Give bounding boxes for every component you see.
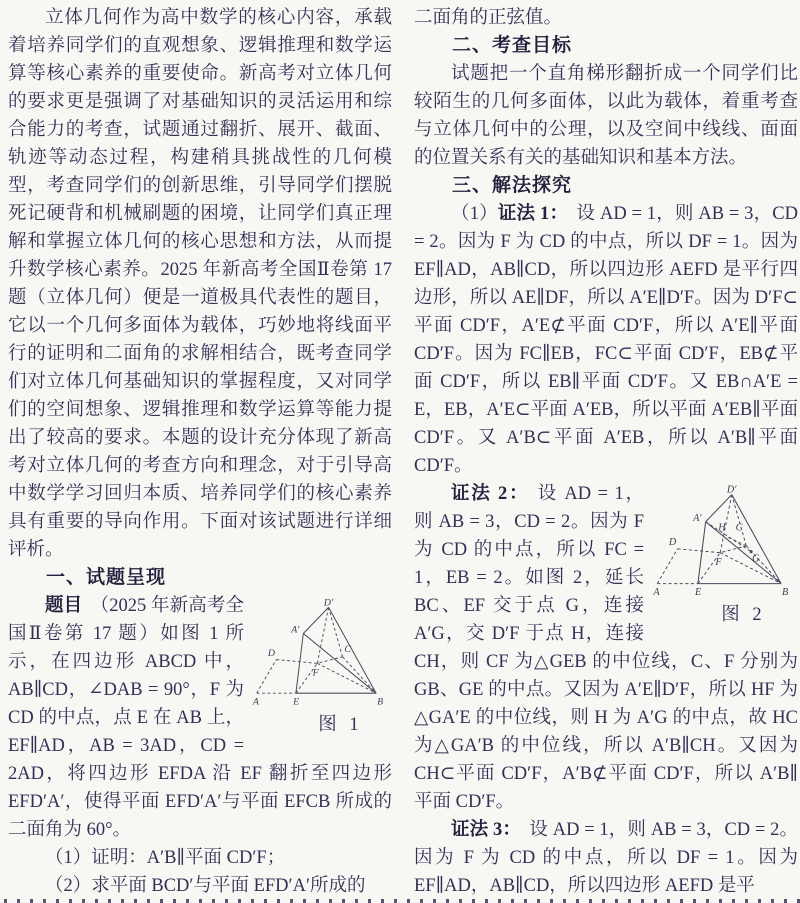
vertex-label-a: A bbox=[653, 587, 660, 599]
vertex-label-c: C bbox=[735, 522, 743, 534]
vertex-label-d: D bbox=[267, 647, 275, 659]
vertex-label-a-prime: A′ bbox=[291, 624, 300, 636]
problem-paragraph bbox=[8, 592, 392, 844]
proof1-prefix: （1） bbox=[451, 204, 498, 224]
problem-text: （2025 年新高考全国Ⅱ卷第 17 题）如图 1 所示，在四边形 ABCD 中，AB∥CD，∠DAB = 90°，F 为 CD 的中点，点 E 在 AB 上，EF∥AD，AB = 3AD，CD = 2AD，将四边形 EFDA 沿 EF 翻折至四边形 EFD′A′，使得平面 EFD′A′与平面 EFCB 所成的二面角为 60°。 bbox=[8, 596, 392, 840]
section-heading-3: 三、解法探究 bbox=[452, 175, 573, 196]
figure-1 bbox=[252, 596, 392, 738]
proof2-paragraph bbox=[414, 480, 798, 816]
vertex-label-f: F bbox=[312, 667, 319, 679]
proof3-label: 证法 3： bbox=[451, 820, 522, 840]
proof2-text: 设 AD = 1，则 AB = 3，CD = 2。因为 F 为 CD 的中点，所以 FC = 1，EB = 2。如图 2，延长 BC、EF 交于点 G，连接 A′G，交 D′F 于点 H，连接 CH，则 CF 为△GEB 的中位线，C、F 分别为 GB、GE 的中点。又因为 A′E∥D′F，所以 HF 为△GA′E 的中位线，则 H 为 A′G 的中点，故 HC 为△GA′B 的中位线，所以 A′B∥CH。又因为 CH⊂平面 CD′F，A′B⊄平面 CD′F，所以 A′B∥平面 CD′F。 bbox=[414, 484, 798, 812]
vertex-label-h: H bbox=[718, 522, 726, 534]
vertex-label-g: G bbox=[752, 553, 760, 565]
proof1-paragraph bbox=[414, 200, 798, 480]
geometry-figure-2-icon bbox=[652, 484, 798, 602]
left-column bbox=[8, 4, 392, 900]
vertex-label-f: F bbox=[715, 557, 722, 569]
vertex-label-a: A bbox=[252, 696, 259, 708]
section-heading-1: 一、试题呈现 bbox=[46, 567, 167, 588]
geometry-figure-1-icon bbox=[252, 596, 392, 712]
proof3-text: 设 AD = 1，则 AB = 3，CD = 2。因为 F 为 CD 的中点，所以 DF = 1。因为 EF∥AD，AB∥CD，所以四边形 AEFD 是平 bbox=[414, 820, 798, 896]
vertex-label-a-prime: A′ bbox=[693, 512, 702, 524]
figure-2-caption: 图 2 bbox=[721, 605, 766, 625]
proof1-text: 设 AD = 1，则 AB = 3，CD = 2。因为 F 为 CD 的中点，所以 DF = 1。因为 EF∥AD，AB∥CD，所以四边形 AEFD 是平行四边形，所以 AE∥DF，所以 A′E∥D′F。因为 D′F⊂平面 CD′F，A′E⊄平面 CD′F，所以 A′E∥平面 CD′F。因为 FC∥EB，FC⊂平面 CD′F，EB⊄平面 CD′F，所以 EB∥平面 CD′F。又 EB∩A′E = E，EB，A′E⊂平面 A′EB，所以平面 A′EB∥平面 CD′F。又 A′B⊂平面 A′EB，所以 A′B∥平面 CD′F。 bbox=[414, 204, 798, 476]
vertex-label-d-prime: D′ bbox=[726, 484, 737, 496]
vertex-label-e: E bbox=[695, 587, 702, 599]
vertex-label-e: E bbox=[293, 696, 300, 708]
vertex-label-d-prime: D′ bbox=[323, 597, 334, 609]
proof3-paragraph bbox=[414, 816, 798, 900]
page-bottom-dotted-edge bbox=[0, 899, 800, 903]
question-2: （2）求平面 BCD′与平面 EFD′A′所成的 bbox=[45, 876, 366, 896]
figure-2 bbox=[652, 484, 798, 628]
right-column bbox=[414, 4, 798, 900]
problem-label: 题目 bbox=[45, 596, 83, 616]
proof1-label: 证法 1： bbox=[497, 204, 569, 224]
proof2-label: 证法 2： bbox=[451, 484, 530, 504]
question-2-continued: 二面角的正弦值。 bbox=[414, 8, 563, 28]
vertex-label-b: B bbox=[377, 696, 384, 708]
vertex-label-d: D bbox=[668, 536, 677, 548]
vertex-label-c: C bbox=[344, 644, 351, 656]
figure-1-caption: 图 1 bbox=[318, 715, 363, 735]
question-1: （1）证明：A′B∥平面 CD′F； bbox=[45, 848, 286, 868]
vertex-label-b: B bbox=[782, 587, 789, 599]
exam-goal-paragraph: 试题把一个直角梯形翻折成一个同学们比较陌生的几何多面体，以此为载体，着重考查与立体几何中的公理，以及空间中线线、面面的位置关系有关的基础知识和基本方法。 bbox=[414, 64, 798, 168]
section-heading-2: 二、考查目标 bbox=[452, 35, 573, 56]
intro-paragraph: 立体几何作为高中数学的核心内容，承载着培养同学们的直观想象、逻辑推理和数学运算等核心素养的重要使命。新高考对立体几何的要求更是强调了对基础知识的灵活运用和综合能力的考查，试题通过翻折、展开、截面、轨迹等动态过程，构建稍具挑战性的几何模型，考查同学们的创新思维，引导同学们摆脱死记硬背和机械刷题的困境，让同学们真正理解和掌握立体几何的核心思想和方法，从而提升数学核心素养。2025 年新高考全国Ⅱ卷第 17 题（立体几何）便是一道极具代表性的题目，它以一个几何多面体为载体，巧妙地将线面平行的证明和二面角的求解相结合，既考查同学们对立体几何基础知识的掌握程度，又对同学们的空间想象、逻辑推理和数学运算等能力提出了较高的要求。本题的设计充分体现了新高考对立体几何的考查方向和理念，对于引导高中数学学习回归本质、培养同学们的核心素养具有重要的导向作用。下面对该试题进行详细评析。 bbox=[8, 8, 392, 560]
